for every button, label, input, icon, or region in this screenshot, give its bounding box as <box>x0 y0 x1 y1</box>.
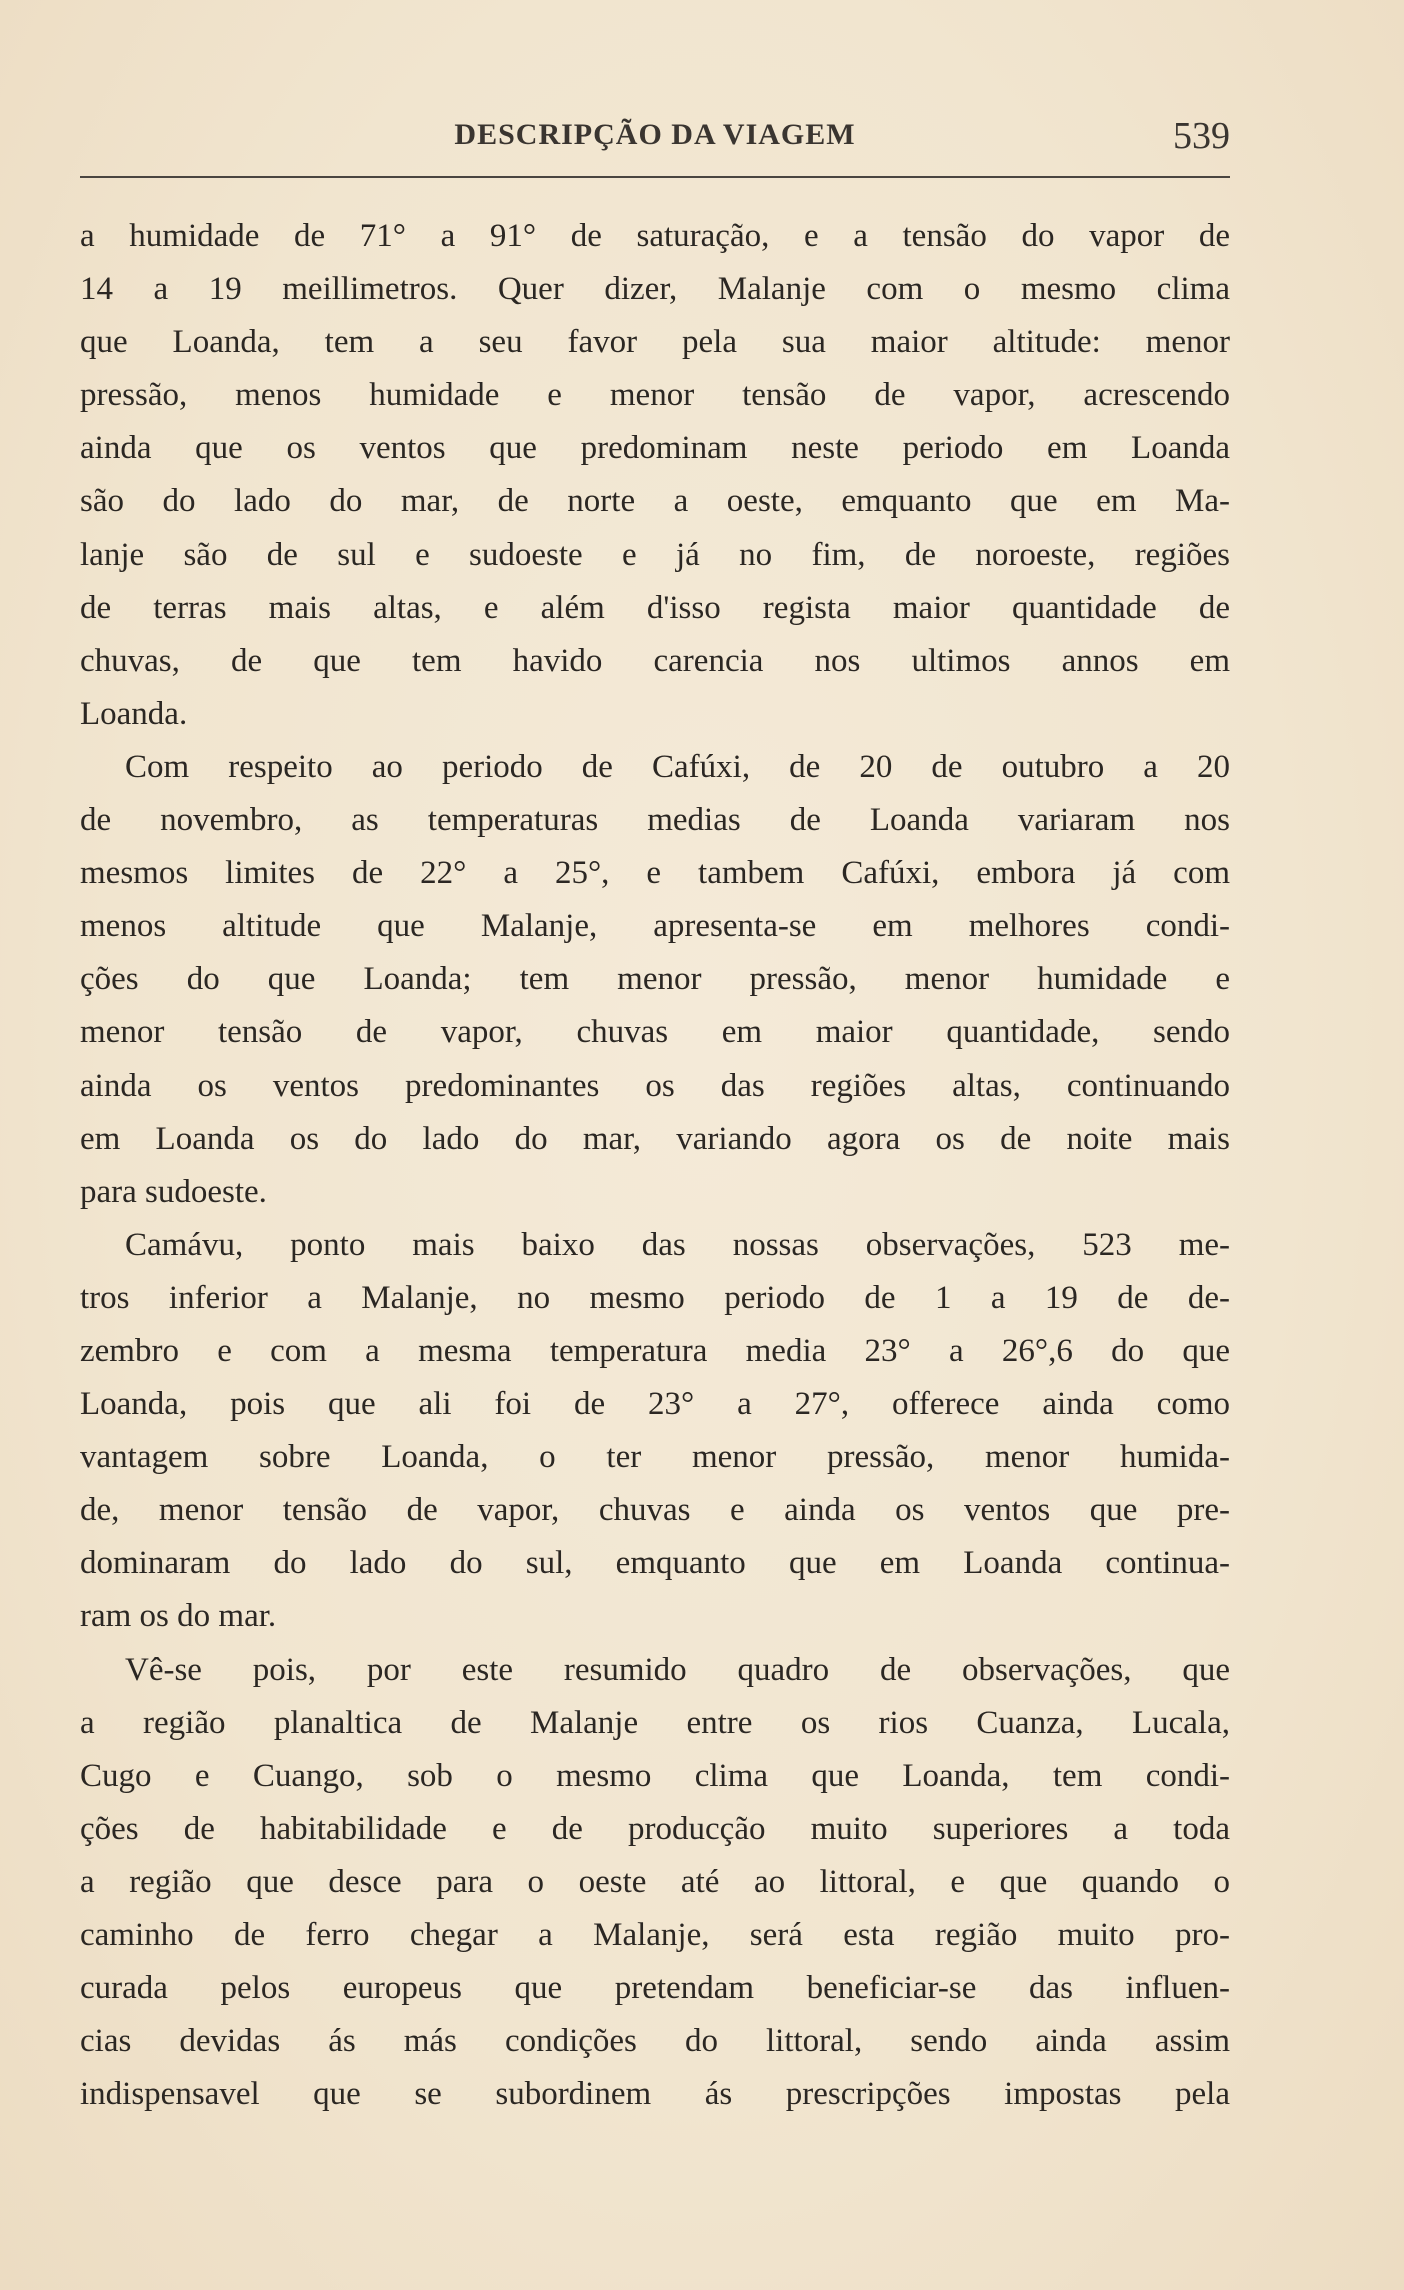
text-line: que Loanda, tem a seu favor pela sua maior altitude: menor <box>80 324 1230 361</box>
text-line: 14 a 19 meillimetros. Quer dizer, Malanje com o mesmo clima <box>80 271 1230 308</box>
text-line: são do lado do mar, de norte a oeste, emquanto que em Ma- <box>80 483 1230 520</box>
text-line: Loanda, pois que ali foi de 23° a 27°, offerece ainda como <box>80 1386 1230 1423</box>
text-line: de terras mais altas, e além d'isso regista maior quantidade de <box>80 589 1230 626</box>
text-line: cias devidas ás más condições do littoral, sendo ainda assim <box>80 2023 1230 2060</box>
text-line: ainda os ventos predominantes os das regiões altas, continuando <box>80 1067 1230 1104</box>
text-line: de novembro, as temperaturas medias de Loanda variaram nos <box>80 802 1230 839</box>
text-line: a humidade de 71° a 91° de saturação, e a tensão do vapor de <box>80 218 1230 254</box>
header-rule <box>80 176 1230 178</box>
body-text <box>80 210 1230 2121</box>
text-line: pressão, menos humidade e menor tensão de vapor, acrescendo <box>80 377 1230 414</box>
text-line: ainda que os ventos que predominam neste periodo em Loanda <box>80 430 1230 467</box>
running-head <box>80 110 1230 160</box>
paragraph-start: Com respeito ao periodo de Cafúxi, de 20 de outubro a 20 <box>125 748 1230 785</box>
text-line: menos altitude que Malanje, apresenta-se em melhores condi- <box>80 908 1230 945</box>
text-line: ções do que Loanda; tem menor pressão, menor humidade e <box>80 961 1230 998</box>
text-line: a região planaltica de Malanje entre os rios Cuanza, Lucala, <box>80 1704 1230 1741</box>
text-line: caminho de ferro chegar a Malanje, será esta região muito pro- <box>80 1917 1230 1953</box>
text-line: vantagem sobre Loanda, o ter menor pressão, menor humida- <box>80 1439 1230 1476</box>
text-line: ções de habitabilidade e de producção muito superiores a toda <box>80 1810 1230 1847</box>
text-line: Loanda. <box>80 695 188 732</box>
paragraph-start: Vê-se pois, por este resumido quadro de observações, que <box>125 1651 1230 1688</box>
text-line: tros inferior a Malanje, no mesmo periodo de 1 a 19 de de- <box>80 1279 1230 1316</box>
text-line: mesmos limites de 22° a 25°, e tambem Cafúxi, embora já com <box>80 855 1230 892</box>
text-line: Cugo e Cuango, sob o mesmo clima que Loanda, tem condi- <box>80 1757 1230 1794</box>
text-line: zembro e com a mesma temperatura media 23° a 26°,6 do que <box>80 1332 1230 1369</box>
text-line: a região que desce para o oeste até ao littoral, e que quando o <box>80 1863 1230 1900</box>
text-line: ram os do mar. <box>80 1598 277 1635</box>
text-line: menor tensão de vapor, chuvas em maior quantidade, sendo <box>80 1014 1230 1051</box>
text-line: lanje são de sul e sudoeste e já no fim, de noroeste, regiões <box>80 536 1230 573</box>
text-line: chuvas, de que tem havido carencia nos ultimos annos em <box>80 642 1230 679</box>
text-line: indispensavel que se subordinem ás prescripções impostas pela <box>80 2076 1230 2113</box>
text-line: para sudoeste. <box>80 1173 267 1210</box>
text-line: dominaram do lado do sul, emquanto que em Loanda continua- <box>80 1545 1230 1582</box>
text-line: de, menor tensão de vapor, chuvas e ainda os ventos que pre- <box>80 1492 1230 1529</box>
page-number: 539 <box>1173 115 1230 157</box>
paragraph-start: Camávu, ponto mais baixo das nossas observações, 523 me- <box>125 1226 1230 1263</box>
running-title: DESCRIPÇÃO DA VIAGEM <box>454 118 856 151</box>
text-line: curada pelos europeus que pretendam beneficiar-se das influen- <box>80 1970 1230 2007</box>
text-line: em Loanda os do lado do mar, variando agora os de noite mais <box>80 1120 1230 1157</box>
